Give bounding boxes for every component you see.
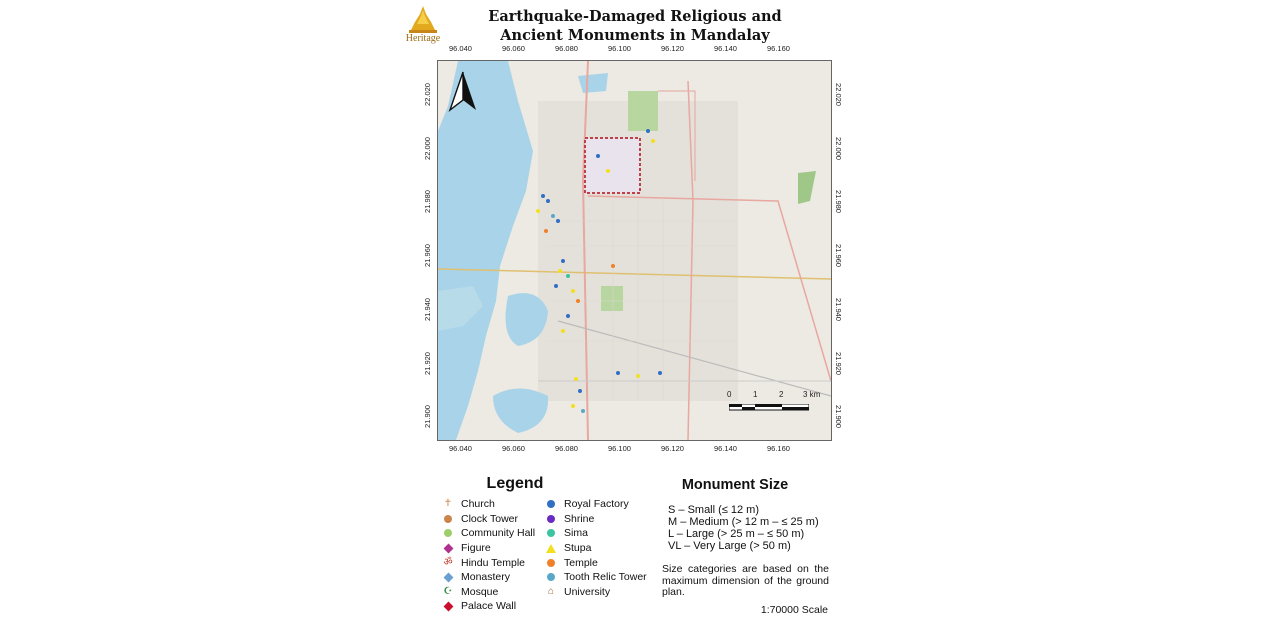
x-tick-label: 96.040 — [449, 44, 472, 53]
x-tick-label: 96.120 — [661, 444, 684, 453]
legend-item — [442, 526, 535, 541]
x-tick-label: 96.140 — [714, 44, 737, 53]
legend-label: Mosque — [461, 585, 499, 598]
size-item: M – Medium (> 12 m – ≤ 25 m) — [668, 516, 819, 528]
legend-label: Community Hall — [461, 527, 536, 540]
y-tick-label: 21.940 — [422, 297, 432, 321]
legend-column-2 — [545, 497, 647, 599]
x-tick-label: 96.060 — [502, 44, 525, 53]
legend-item — [545, 497, 647, 512]
legend-item — [442, 555, 535, 570]
y-tick-label: 21.900 — [422, 405, 432, 429]
dot-icon — [545, 557, 557, 569]
map-scale: 1:70000 Scale — [760, 604, 828, 616]
legend-label: Temple — [564, 556, 598, 569]
scalebar-label: 3 km — [803, 390, 821, 399]
legend-item — [442, 570, 535, 585]
title-line-2: Ancient Monuments in Mandalay — [500, 27, 770, 44]
dot-icon — [545, 527, 557, 539]
scalebar-label: 0 — [727, 390, 732, 399]
x-tick-label: 96.080 — [555, 44, 578, 53]
cross-icon: ✝ — [443, 498, 453, 510]
legend-label: Stupa — [564, 542, 592, 555]
legend-column-1 — [442, 497, 535, 614]
triangle-icon — [545, 542, 557, 554]
legend-item — [545, 512, 647, 527]
monument-size-title: Monument Size — [681, 477, 789, 493]
clock-icon — [442, 513, 454, 525]
north-arrow-icon — [448, 70, 478, 112]
y-tick-label: 21.920 — [422, 351, 432, 375]
logo-text: Heritage — [405, 33, 441, 44]
om-icon: ॐ — [443, 556, 453, 568]
legend-label: Palace Wall — [461, 600, 517, 613]
y-tick-label: 21.960 — [833, 244, 843, 268]
diamond-icon — [442, 600, 454, 612]
legend-item — [545, 570, 647, 585]
dot-icon — [545, 498, 557, 510]
legend-label: Shrine — [564, 512, 595, 525]
diamond-icon — [442, 571, 454, 583]
size-note: Size categories are based on the maximum dimension of the ground plan. — [662, 563, 829, 598]
map-frame — [437, 60, 832, 441]
size-item: L – Large (> 25 m – ≤ 50 m) — [668, 528, 805, 540]
size-item: VL – Very Large (> 50 m) — [668, 540, 791, 552]
legend-item — [442, 512, 535, 527]
y-tick-label: 22.020 — [833, 83, 843, 106]
legend-label: Tooth Relic Tower — [564, 571, 647, 584]
dot-icon — [545, 513, 557, 525]
y-tick-label: 21.920 — [833, 351, 843, 375]
basemap — [438, 61, 831, 440]
scalebar-graphic — [729, 404, 809, 412]
y-tick-label: 21.980 — [422, 190, 432, 214]
map-title — [470, 7, 800, 45]
legend-item — [545, 585, 647, 600]
legend-title: Legend — [486, 475, 544, 492]
x-tick-label: 96.120 — [661, 44, 684, 53]
monument-size-list — [668, 504, 819, 552]
legend-label: Church — [461, 498, 495, 511]
y-tick-label: 21.940 — [833, 297, 843, 321]
y-tick-label: 21.980 — [833, 190, 843, 214]
legend-label: Hindu Temple — [461, 556, 526, 569]
building-icon: ⌂ — [547, 585, 555, 597]
legend-item — [442, 497, 535, 512]
x-tick-label: 96.100 — [608, 44, 631, 53]
x-tick-label: 96.040 — [449, 444, 472, 453]
legend-item — [545, 555, 647, 570]
x-tick-label: 96.060 — [502, 444, 525, 453]
legend-item — [442, 585, 535, 600]
y-tick-label: 21.960 — [422, 244, 432, 268]
x-tick-label: 96.080 — [555, 444, 578, 453]
size-item: S – Small (≤ 12 m) — [668, 504, 760, 516]
legend-item — [545, 526, 647, 541]
legend-label: Sima — [564, 527, 588, 540]
palace-wall — [585, 138, 640, 193]
legend-label: Royal Factory — [564, 498, 629, 511]
x-tick-label: 96.160 — [767, 44, 790, 53]
legend-item — [442, 599, 535, 614]
y-tick-label: 21.900 — [833, 405, 843, 429]
legend-label: Clock Tower — [461, 512, 518, 525]
x-tick-label: 96.140 — [714, 444, 737, 453]
scalebar-label: 2 — [779, 390, 784, 399]
scale-bar — [727, 390, 821, 416]
x-tick-label: 96.160 — [767, 444, 790, 453]
y-tick-label: 22.000 — [833, 136, 843, 160]
legend-item — [442, 541, 535, 556]
y-tick-label: 22.000 — [422, 136, 432, 160]
diamond-icon — [442, 542, 454, 554]
scalebar-label: 1 — [753, 390, 758, 399]
title-line-1: Earthquake-Damaged Religious and — [488, 8, 782, 25]
y-tick-label: 22.020 — [422, 83, 432, 106]
legend-item — [545, 541, 647, 556]
legend-label: University — [564, 585, 611, 598]
crescent-icon: ☪ — [443, 585, 453, 597]
hall-icon — [442, 527, 454, 539]
legend-label: Monastery — [461, 571, 511, 584]
x-tick-label: 96.100 — [608, 444, 631, 453]
dot-icon — [545, 571, 557, 583]
legend-label: Figure — [461, 542, 491, 555]
